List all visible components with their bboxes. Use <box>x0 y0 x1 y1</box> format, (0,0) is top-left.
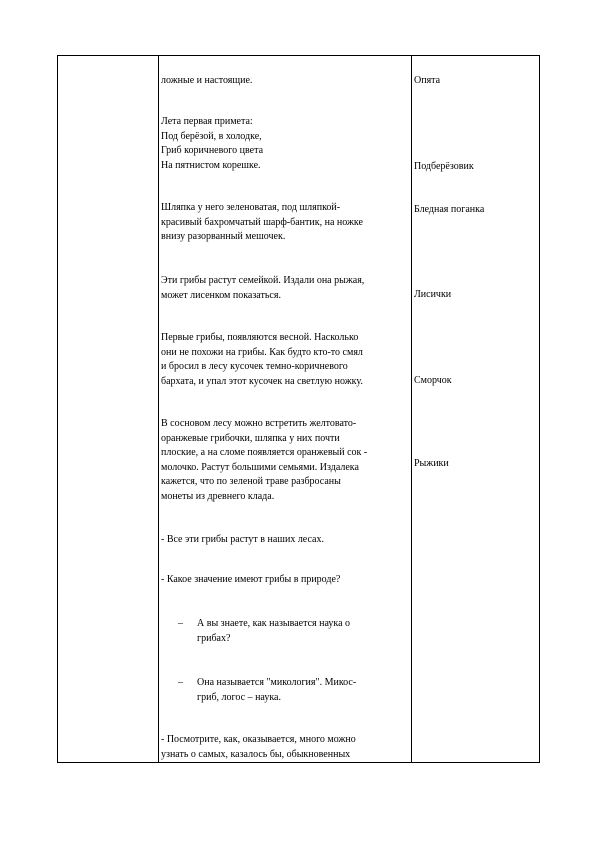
text-line: ложные и настоящие. <box>161 75 253 86</box>
bullet-marker: – <box>178 677 183 688</box>
text-line: гриб, логос – наука. <box>197 691 281 703</box>
text-line: плоские, а на сломе появляется оранжевый сок - <box>161 447 368 458</box>
text-line: В сосновом лесу можно встретить желтовато- <box>161 418 357 429</box>
text-line: может лисенком показаться. <box>161 289 281 301</box>
text-line: - Какое значение имеют грибы в природе? <box>161 574 341 585</box>
text-line: Первые грибы, появляются весной. Насколько <box>161 332 359 343</box>
text-line: бархата, и упал этот кусочек на светлую ножку. <box>161 375 363 387</box>
text-line: Шляпка у него зеленоватая, под шляпкой- <box>161 202 341 213</box>
answer-label: Опята <box>414 75 441 86</box>
column-divider-1 <box>158 56 159 762</box>
text-line: внизу разорванный мешочек. <box>161 231 286 242</box>
text-line: узнать о самых, казалось бы, обыкновенных <box>161 748 351 760</box>
answer-label: Сморчок <box>414 375 452 386</box>
text-line: грибах? <box>197 632 231 644</box>
answer-label: Подберёзовик <box>414 161 474 172</box>
text-line: Она называется "микология". Микос- <box>197 677 357 688</box>
text-line: красивый бахромчатый шарф-бантик, на ножке <box>161 216 363 228</box>
text-line: они не похожи на грибы. Как будто кто-то смял <box>161 346 363 358</box>
text-line: Лета первая примета: <box>161 116 253 127</box>
text-line: Под берёзой, в холодке, <box>161 130 262 142</box>
text-line: На пятнистом корешке. <box>161 159 261 171</box>
text-line: монеты из древнего клада. <box>161 490 275 502</box>
text-line: А вы знаете, как называется наука о <box>197 618 351 629</box>
answer-label: Лисички <box>414 289 452 300</box>
answer-label: Рыжики <box>414 458 449 469</box>
bullet-marker: – <box>178 618 183 629</box>
text-line: молочко. Растут большими семьями. Издалека <box>161 461 359 473</box>
text-line: оранжевые грибочки, шляпка у них почти <box>161 432 340 444</box>
answer-label: Бледная поганка <box>414 204 485 215</box>
text-line: - Посмотрите, как, оказывается, много можно <box>161 734 356 745</box>
text-line: - Все эти грибы растут в наших лесах. <box>161 534 324 545</box>
text-line: Эти грибы растут семейкой. Издали она рыжая, <box>161 275 365 286</box>
text-line: кажется, что по зеленой траве разбросаны <box>161 476 341 487</box>
text-line: и бросил в лесу кусочек темно-коричневого <box>161 361 348 372</box>
column-divider-2 <box>411 56 412 762</box>
text-line: Гриб коричневого цвета <box>161 145 264 156</box>
